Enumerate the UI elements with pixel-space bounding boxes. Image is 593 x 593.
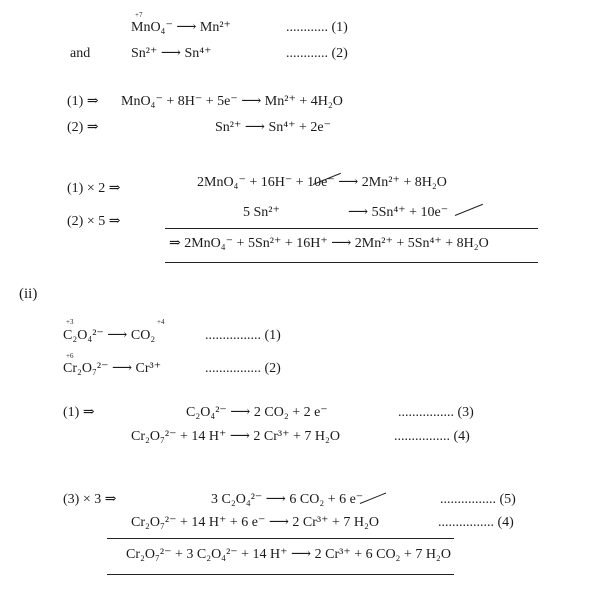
equation-2-dichromate-number: ................ (2) [205,361,281,376]
multiplied-oxalate: 3 C₂O₄²⁻ ⟶ 6 CO₂ + 6 e⁻ [211,492,364,507]
half-reaction-1: MnO₄⁻ + 8H⁻ + 5e⁻ ⟶ Mn²⁺ + 4H₂O [121,94,343,109]
half-reaction-dichromate: Cr₂O₇²⁻ + 14 H⁺ ⟶ 2 Cr³⁺ + 7 H₂O [131,429,341,444]
net-equation-1: ⇒ 2MnO₄⁻ + 5Sn²⁺ + 16H⁺ ⟶ 2Mn²⁺ + 5Sn⁴⁺ + 8H₂O [169,236,489,251]
oxidation-state-cr: +6 [66,352,74,360]
sum-rule-2-top [107,538,454,539]
multiplied-equation-2-right: ⟶ 5Sn⁴⁺ + 10e⁻ [348,205,449,220]
and-label: and [70,46,91,61]
half-reaction-label: (1) ⇒ [63,405,95,420]
equation-1-oxalate: C₂O₄²⁻ ⟶ CO₂ [63,328,156,343]
cancel-mark-electrons-2 [455,204,483,216]
oxidation-state-c-left: +3 [66,318,74,326]
multiplied-dichromate: Cr₂O₇²⁻ + 14 H⁺ + 6 e⁻ ⟶ 2 Cr³⁺ + 7 H₂O [131,515,380,530]
half-reaction-2-label: (2) ⇒ [67,120,99,135]
multiplied-equation-1: 2MnO₄⁻ + 16H⁻ + 10e⁻ ⟶ 2Mn²⁺ + 8H₂O [197,175,447,190]
oxidation-state-c-right: +4 [157,318,165,326]
multiplied-2-label: (2) × 5 ⇒ [67,214,121,229]
sum-rule-1-bottom [165,262,538,263]
equation-2-sn: Sn²⁺ ⟶ Sn⁴⁺ [131,46,212,61]
sum-rule-1-top [165,228,538,229]
half-reaction-2: Sn²⁺ ⟶ Sn⁴⁺ + 2e⁻ [215,120,331,135]
sum-rule-2-bottom [107,574,454,575]
part-ii-heading: (ii) [19,286,38,302]
half-reaction-1-label: (1) ⇒ [67,94,99,109]
oxidation-state-mn: +7 [135,11,143,19]
equation-2-number: ............ (2) [286,46,348,61]
equation-1-mn: MnO₄⁻ ⟶ Mn²⁺ [131,20,231,35]
net-equation-2: Cr₂O₇²⁻ + 3 C₂O₄²⁻ + 14 H⁺ ⟶ 2 Cr³⁺ + 6 CO₂ + 7 H₂O [126,547,451,562]
multiplied-dichromate-number: ................ (4) [438,515,514,530]
multiplied-label: (3) × 3 ⇒ [63,492,117,507]
multiplied-1-label: (1) × 2 ⇒ [67,181,121,196]
equation-2-dichromate: Cr₂O₇²⁻ ⟶ Cr³⁺ [63,361,162,376]
half-reaction-dichromate-number: ................ (4) [394,429,470,444]
equation-1-oxalate-number: ................ (1) [205,328,281,343]
half-reaction-oxalate: C₂O₄²⁻ ⟶ 2 CO₂ + 2 e⁻ [186,405,328,420]
multiplied-oxalate-number: ................ (5) [440,492,516,507]
cancel-mark-electrons-3 [360,493,386,504]
half-reaction-oxalate-number: ................ (3) [398,405,474,420]
multiplied-equation-2-left: 5 Sn²⁺ [243,205,280,220]
equation-1-number: ............ (1) [286,20,348,35]
